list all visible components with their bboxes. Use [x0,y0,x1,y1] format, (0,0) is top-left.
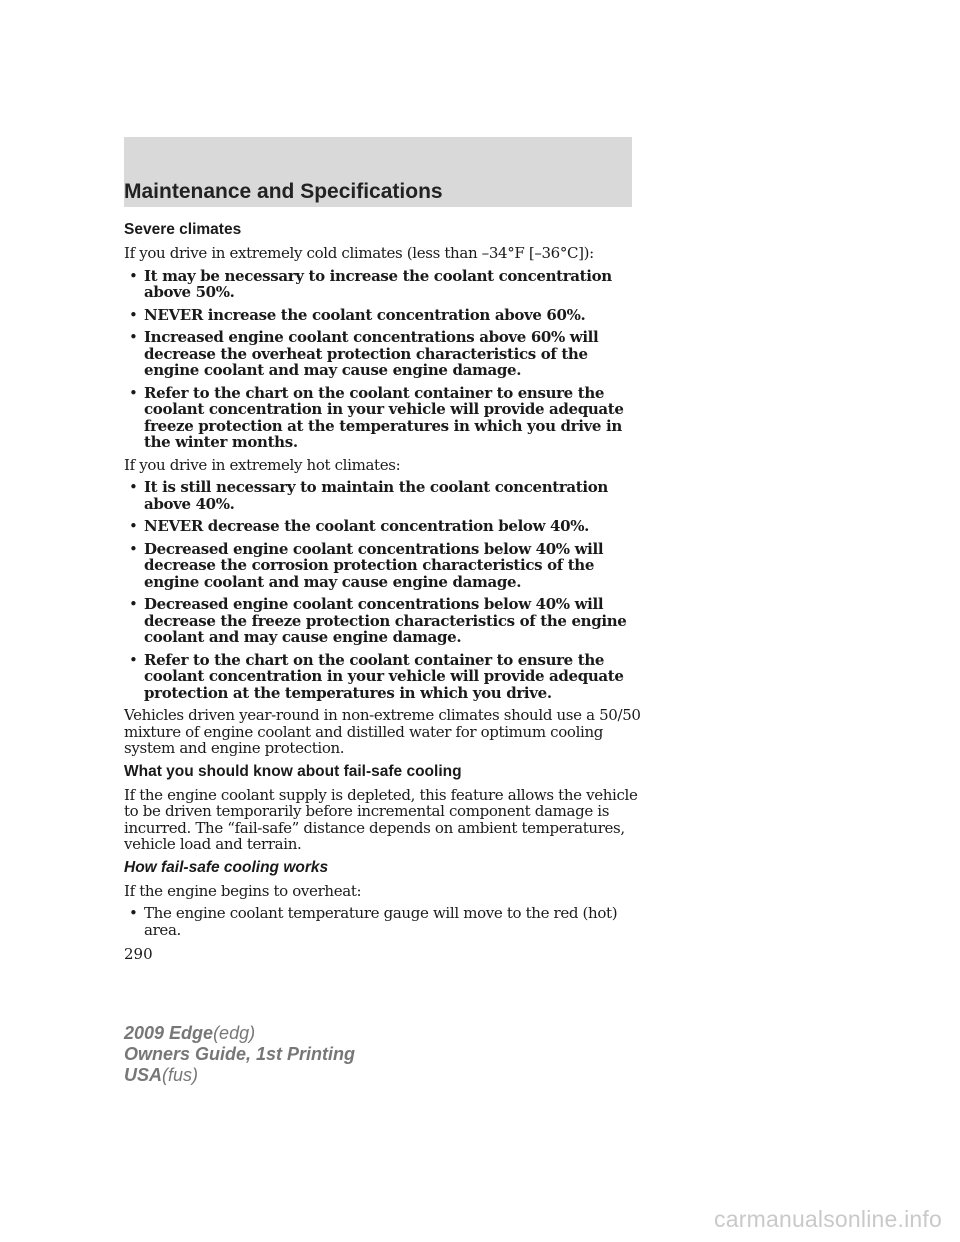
bullet-icon: • [129,383,138,402]
document-footer [124,1023,355,1086]
list-item: • Decreased engine coolant concentrations below 40% will decrease the corrosion protection characteristics of the engine coolant and may cause engine damage. [129,539,604,591]
bullet-icon: • [129,305,138,324]
hot-climate-bullet-list [124,479,644,701]
footer-line-2: Owners Guide, 1st Printing [124,1044,356,1064]
overheat-bullet-list [124,905,644,938]
list-item: • It may be necessary to increase the coolant concentration above 50%. [129,266,612,301]
bullet-icon: • [129,650,138,669]
bullet-icon: • [129,595,138,613]
bullet-icon: • [129,328,138,346]
cold-climates-intro: If you drive in extremely cold climates (less than –34°F [–36°C]): [124,244,594,262]
bullet-icon: • [129,904,138,922]
page-content [124,221,644,944]
bullet-icon: • [129,517,138,535]
list-item: • It is still necessary to maintain the coolant concentration above 40%. [129,478,608,513]
fail-safe-paragraph: If the engine coolant supply is depleted, this feature allows the vehicle to be driven temporarily before incremental component damage is incurred. The “fail-safe” distance depends on ambient temperatures, vehicle load and terrain. [124,785,638,853]
fail-safe-subheading: How fail-safe cooling works [124,858,329,876]
hot-climates-intro: If you drive in extremely hot climates: [124,455,401,474]
bullet-icon: • [129,478,138,496]
section-title: Maintenance and Specifications [124,180,443,203]
cold-climate-bullet-list [124,268,644,451]
list-item: • Refer to the chart on the coolant container to ensure the coolant concentration in your vehicle will provide adequate protection at the temperatures in which you drive. [129,650,624,702]
list-item: • Refer to the chart on the coolant container to ensure the coolant concentration in your vehicle will provide adequate freeze protection at the temperatures in which you drive in the winter months. [129,383,624,451]
overheat-intro: If the engine begins to overheat: [124,881,362,900]
severe-climates-heading: Severe climates [124,221,242,238]
fail-safe-heading: What you should know about fail-safe cooling [124,762,462,780]
list-item: • Decreased engine coolant concentrations below 40% will decrease the freeze protection characteristics of the engine coolant and may cause engine damage. [129,595,627,646]
list-item: • The engine coolant temperature gauge will move to the red (hot) area. [129,904,618,939]
watermark: carmanualsonline.info [714,1206,942,1232]
non-extreme-climates-paragraph: Vehicles driven year-round in non-extreme climates should use a 50/50 mixture of engine coolant and distilled water for optimum cooling system and engine protection. [124,706,641,757]
list-item: • NEVER increase the coolant concentration above 60%. [129,305,586,324]
bullet-icon: • [129,266,138,285]
list-item: • NEVER decrease the coolant concentration below 40%. [129,517,589,535]
page-number: 290 [124,945,153,963]
bullet-icon: • [129,539,138,558]
list-item: • Increased engine coolant concentrations above 60% will decrease the overheat protection characteristics of the engine coolant and may cause engine damage. [129,328,599,379]
footer-line-3: USA(fus) [124,1065,199,1085]
footer-line-1: 2009 Edge(edg) [124,1023,256,1043]
